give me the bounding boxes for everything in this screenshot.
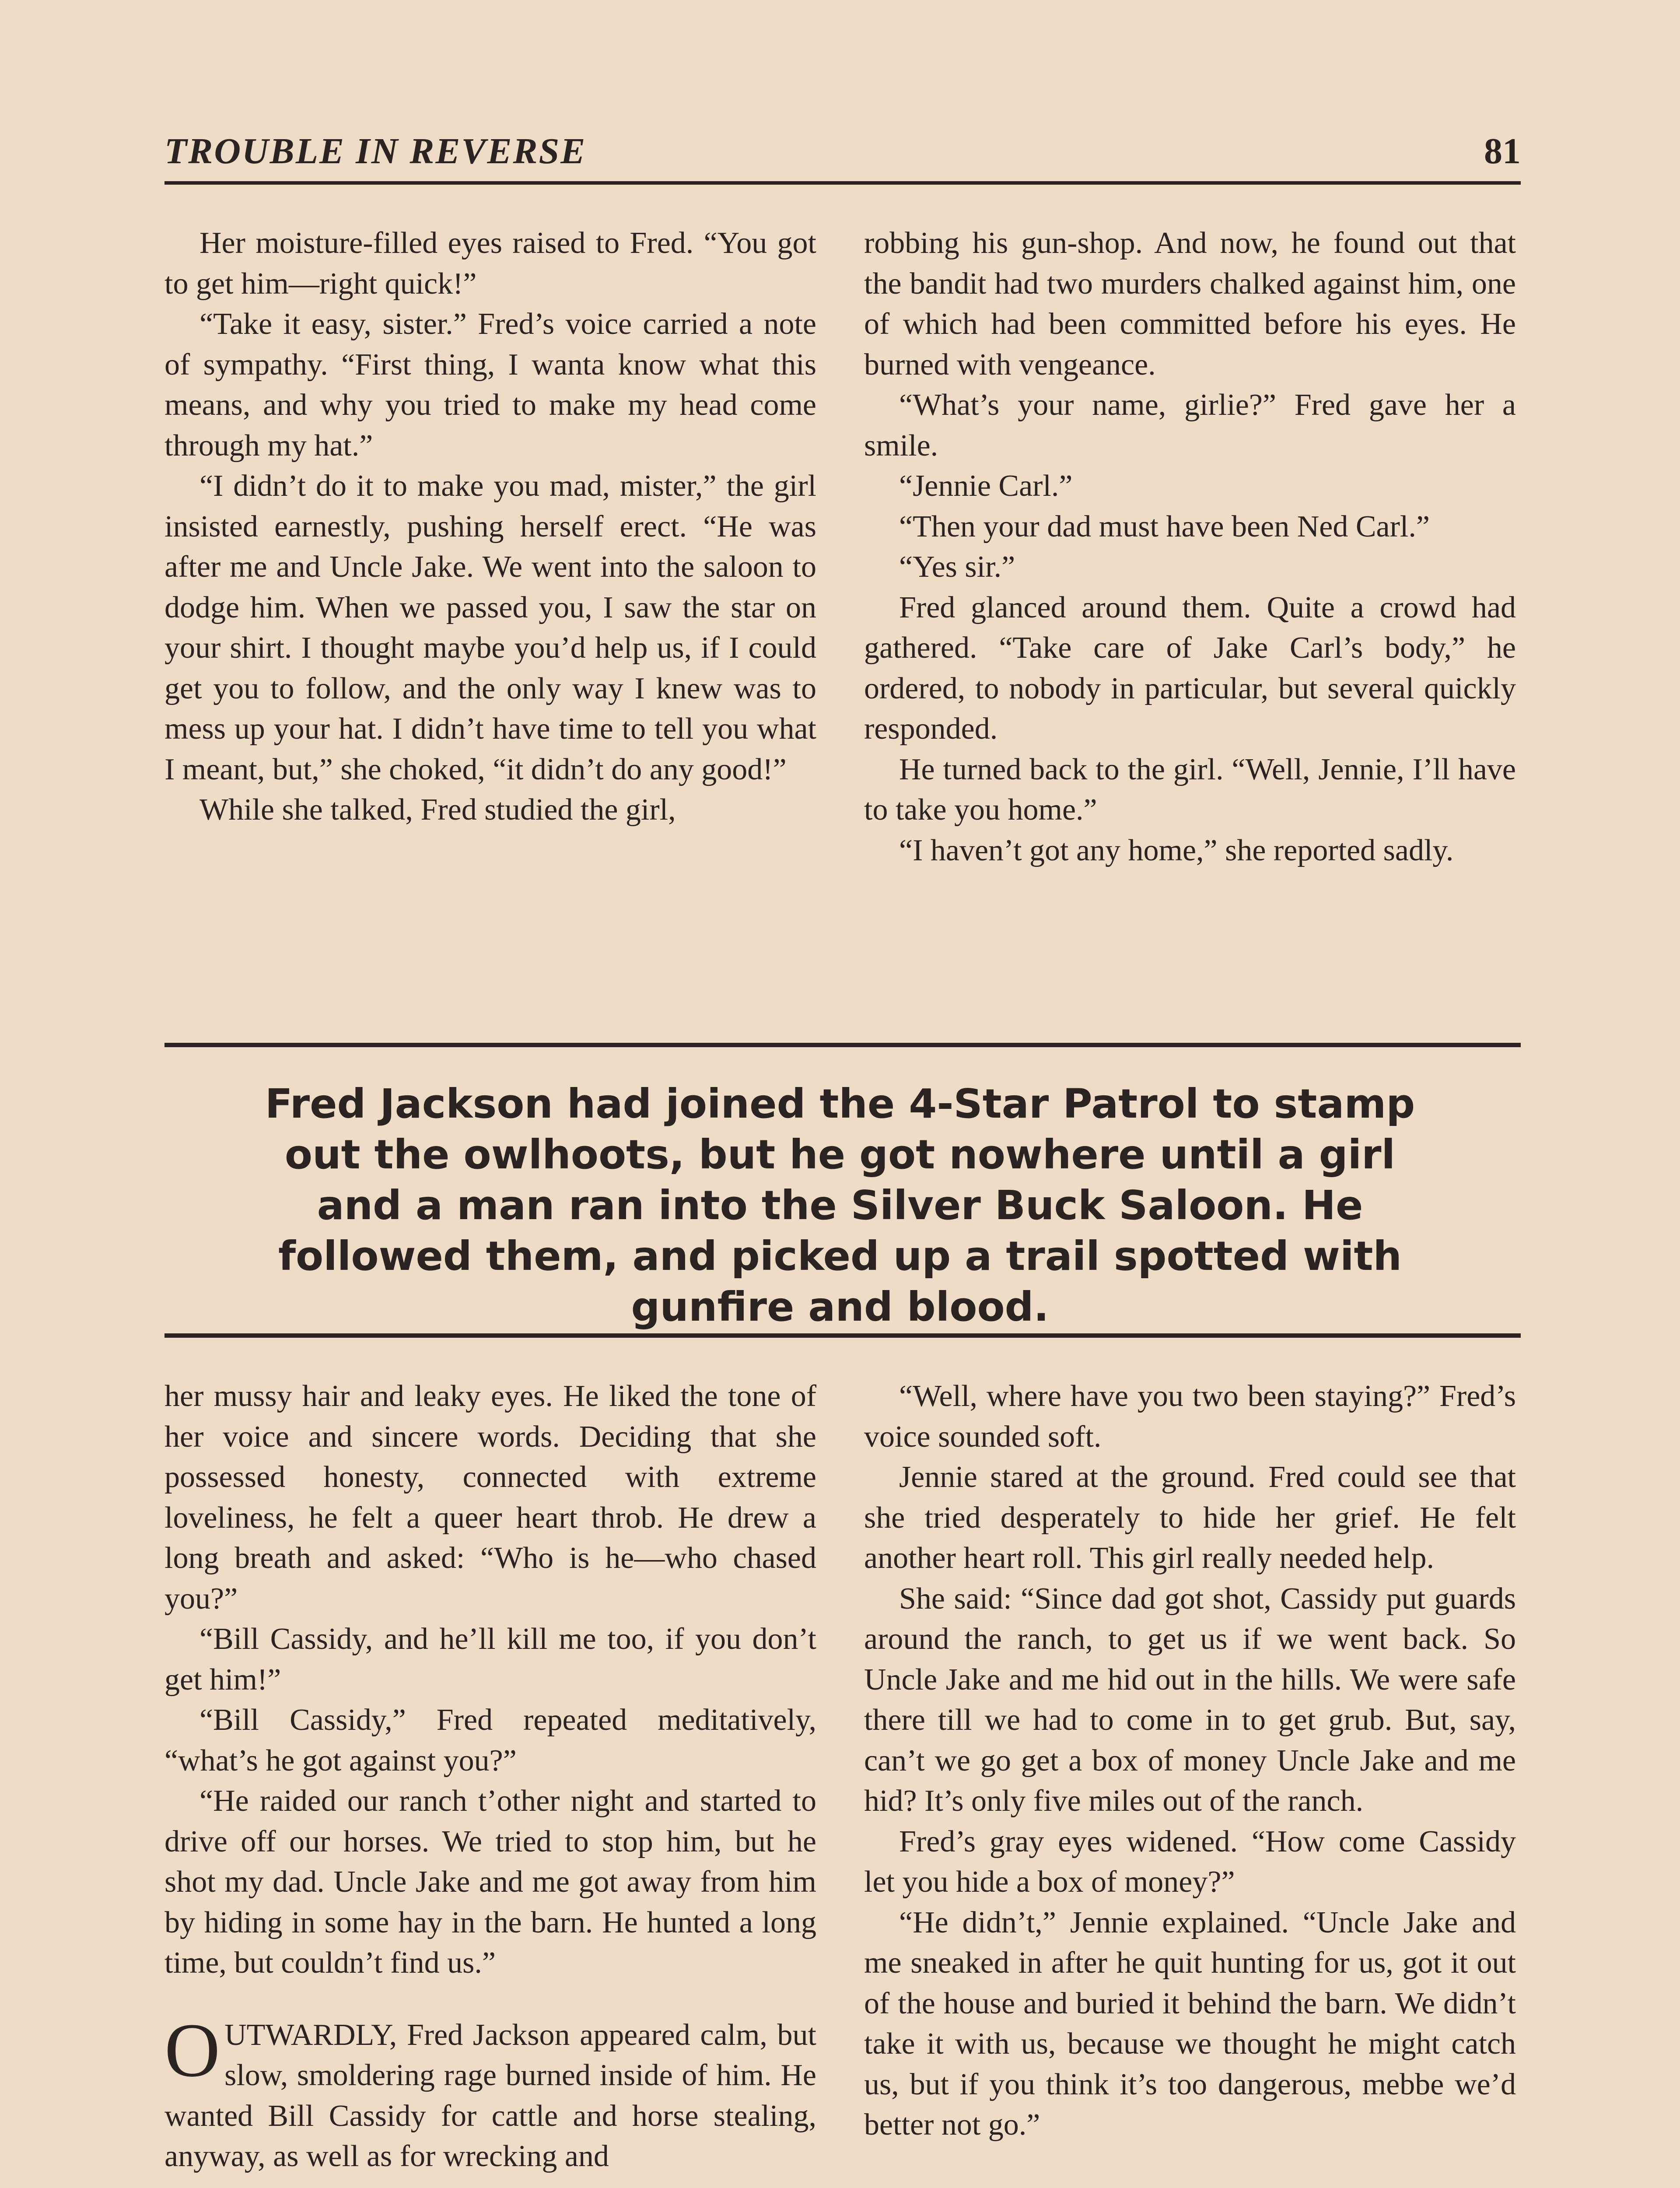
paragraph: “Bill Cassidy, and he’ll kill me too, if you don’t get him!”	[164, 1622, 816, 1697]
dropcap-paragraph-text: UTWARDLY, Fred Jackson appeared calm, but slow, smoldering rage burned inside of him. He wanted Bill Cassidy for cattle and horse stealing, anyway, as well as for wrecking and	[164, 2018, 816, 2173]
paragraph: robbing his gun-shop. And now, he found out that the bandit had two murders chalked against him, one of which had been committed before his eyes. He burned with vengeance.	[864, 226, 1516, 382]
paragraph: “I didn’t do it to make you mad, mister,” the girl insisted earnestly, pushing herself erect. “He was after me and Uncle Jake. We went into the saloon to dodge him. When we passed you, I saw the star on your shirt. I thought maybe you’d help us, if I could get you to follow, and the only way I knew was to mess up your hat. I didn’t have time to tell you what I meant, but,” she choked, “it didn’t do any good!”	[164, 469, 816, 786]
paragraph: her mussy hair and leaky eyes. He liked the tone of her voice and sincere words. Deciding that she possessed honesty, connected with extreme loveliness, he felt a queer heart throb. He drew a long breath and asked: “Who is he—who chased you?”	[164, 1379, 816, 1616]
top-left-column	[164, 223, 816, 831]
page-number: 81	[1484, 131, 1521, 172]
header-rule	[164, 181, 1521, 185]
paragraph: While she talked, Fred studied the girl,	[200, 793, 676, 827]
paragraph: “He raided our ranch t’other night and started to drive off our horses. We tried to stop him, but he shot my dad. Uncle Jake and me got away from him by hiding in some hay in the barn. He hunted a long time, but couldn’t find us.”	[164, 1784, 816, 1980]
paragraph: “Yes sir.”	[899, 550, 1015, 584]
paragraph: Jennie stared at the ground. Fred could see that she tried desperately to hide her grief. He felt another heart roll. This girl really needed help.	[864, 1460, 1516, 1575]
bottom-left-column	[164, 1376, 816, 2177]
drop-cap: O	[164, 2007, 220, 2093]
paragraph: “Bill Cassidy,” Fred repeated meditatively, “what’s he got against you?”	[164, 1703, 816, 1778]
bottom-right-column	[864, 1376, 1516, 2146]
paragraph: “Jennie Carl.”	[899, 469, 1073, 503]
dropcap-paragraph	[164, 2007, 816, 2177]
paragraph: “Take it easy, sister.” Fred’s voice carried a note of sympathy. “First thing, I wanta know what this means, and why you tried to make my head come through my hat.”	[164, 307, 816, 463]
page-header	[164, 123, 1521, 180]
paragraph: “He didn’t,” Jennie explained. “Uncle Jake and me sneaked in after he quit hunting for us, got it out of the house and buried it behind the barn. We didn’t take it with us, because we thought he might catch us, but if you think it’s too dangerous, mebbe we’d better not go.”	[864, 1905, 1516, 2142]
summary-top-rule	[164, 1043, 1521, 1047]
paragraph: “I haven’t got any home,” she reported sadly.	[899, 833, 1454, 867]
summary-bottom-rule	[164, 1333, 1521, 1338]
paragraph: “What’s your name, girlie?” Fred gave her a smile.	[864, 388, 1516, 463]
paragraph: “Then your dad must have been Ned Carl.”	[899, 509, 1430, 543]
story-summary: Fred Jackson had joined the 4-Star Patrol to stamp out the owlhoots, but he got nowhere until a girl and a man ran into the Silver Buck Saloon. He followed them, and picked up a trail spotted with gunfire and blood.	[265, 1080, 1415, 1330]
paragraph: He turned back to the girl. “Well, Jennie, I’ll have to take you home.”	[864, 752, 1516, 827]
running-head: TROUBLE IN REVERSE	[164, 131, 587, 172]
paragraph: Fred’s gray eyes widened. “How come Cassidy let you hide a box of money?”	[864, 1824, 1516, 1899]
paragraph: Her moisture-filled eyes raised to Fred. “You got to get him—right quick!”	[164, 226, 816, 301]
paragraph: Fred glanced around them. Quite a crowd had gathered. “Take care of Jake Carl’s body,” he ordered, to nobody in particular, but several quickly responded.	[864, 590, 1516, 746]
paragraph: “Well, where have you two been staying?” Fred’s voice sounded soft.	[864, 1379, 1516, 1454]
paragraph: She said: “Since dad got shot, Cassidy put guards around the ranch, to get us if we went back. So Uncle Jake and me hid out in the hills. We were safe there till we had to come in to get grub. But, say, can’t we go get a box of money Uncle Jake and me hid? It’s only five miles out of the ranch.	[864, 1581, 1516, 1818]
top-right-column	[864, 223, 1516, 871]
